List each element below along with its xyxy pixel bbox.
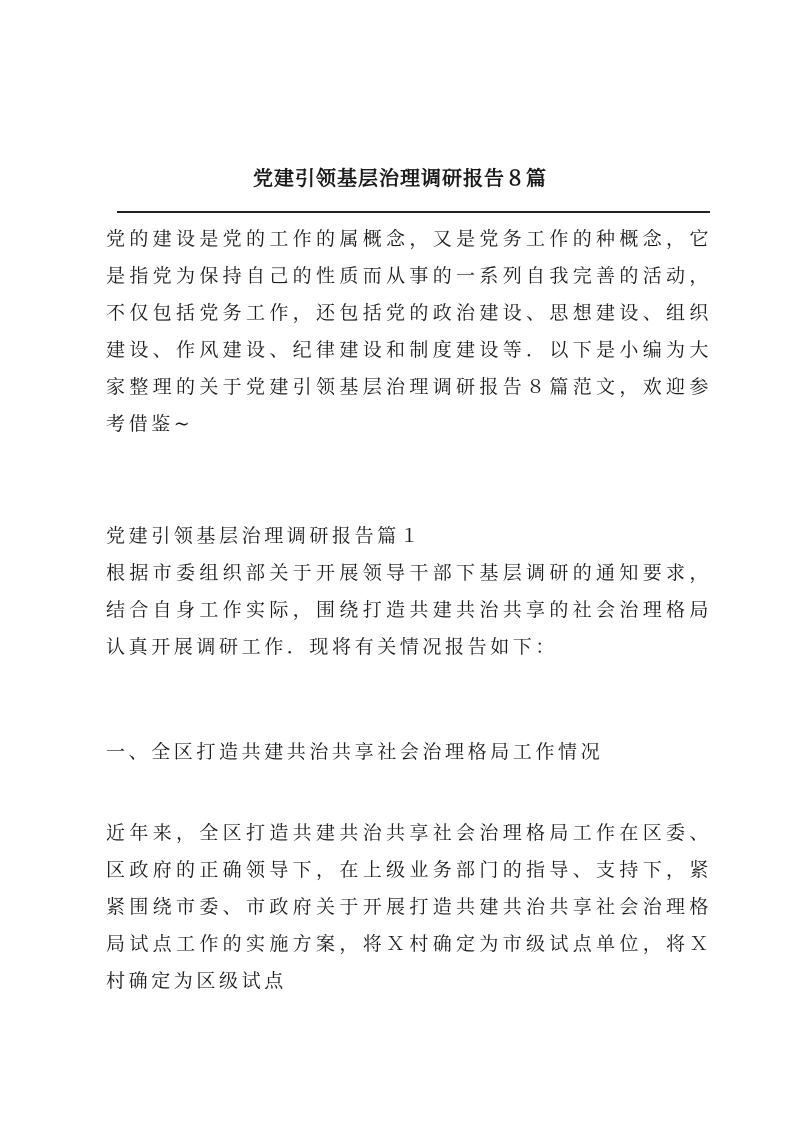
section-heading: 党建引领基层治理调研报告篇１ (106, 525, 423, 547)
intro-paragraph: 党的建设是党的工作的属概念，又是党务工作的种概念，它是指党为保持自己的性质而从事的一系列自我完善的活动，不仅包括党务工作，还包括党的政治建设、思想建设、组织建设、作风建设、纪律建设和制度建设等．以下是小编为大家整理的关于党建引领基层治理调研报告８篇范文，欢迎参考借鉴~ (106, 228, 712, 435)
subheading-1: 一、全区打造共建共治共享社会治理格局工作情况 (106, 741, 604, 763)
document-title: 党建引领基层治理调研报告８篇 (253, 166, 547, 190)
body-paragraph-1: 根据市委组织部关于开展领导干部下基层调研的通知要求，结合自身工作实际，围绕打造共建共治共享的社会治理格局认真开展调研工作．现将有关情况报告如下： (106, 562, 712, 658)
title-divider (117, 211, 710, 213)
body-paragraph-2: 近年来，全区打造共建共治共享社会治理格局工作在区委、区政府的正确领导下，在上级业务部门的指导、支持下，紧紧围绕市委、市政府关于开展打造共建共治共享社会治理格局试点工作的实施方案，将Ｘ村确定为市级试点单位，将Ｘ村确定为区级试点 (106, 822, 712, 992)
